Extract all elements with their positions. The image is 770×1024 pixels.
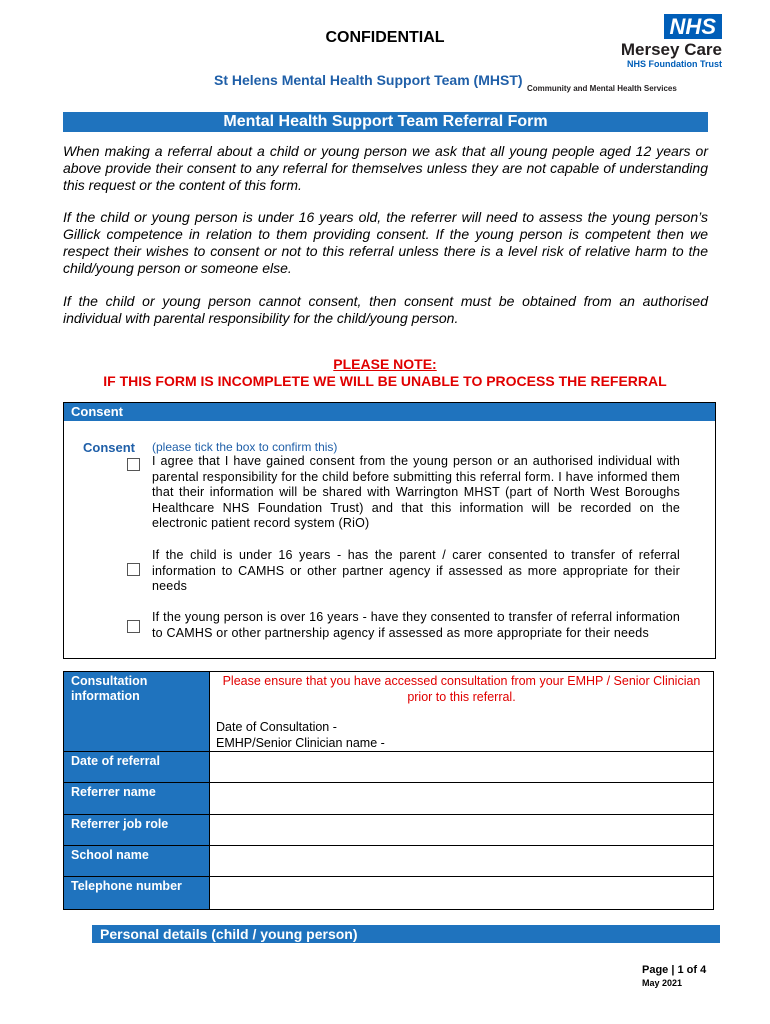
telephone-number-field[interactable] xyxy=(210,877,714,910)
services-subtitle: Community and Mental Health Services xyxy=(527,84,677,93)
table-row xyxy=(64,877,714,910)
trust-subtitle: NHS Foundation Trust xyxy=(627,59,722,69)
personal-details-header: Personal details (child / young person) xyxy=(92,925,720,943)
referrer-job-role-label: Referrer job role xyxy=(64,815,210,846)
consent-label: Consent xyxy=(83,440,135,455)
intro-paragraph: If the child or young person is under 16 years old, the referrer will need to assess the young person’s Gillick competence in relation to them providing consent. If the young person is competent then we respect their wishes to consent or not to this referral unless there is a level risk of relative harm to the child/young person or someone else. xyxy=(63,209,708,276)
date-of-referral-label: Date of referral xyxy=(64,752,210,783)
consultation-clinician-label: EMHP/Senior Clinician name - xyxy=(216,736,385,750)
intro-paragraph: When making a referral about a child or young person we ask that all young people aged 12 years or above provide their consent to any referral for themselves unless they are not capable of understanding this request or the content of this form. xyxy=(63,143,708,193)
consent-checkbox-referral[interactable] xyxy=(127,458,140,471)
form-title: Mental Health Support Team Referral Form xyxy=(63,112,708,132)
consultation-field[interactable] xyxy=(210,672,714,752)
table-row xyxy=(64,846,714,877)
table-row xyxy=(64,783,714,815)
table-row xyxy=(64,752,714,783)
referrer-name-field[interactable] xyxy=(210,783,714,815)
referrer-job-role-field[interactable] xyxy=(210,815,714,846)
team-name: St Helens Mental Health Support Team (MHST) xyxy=(214,72,523,88)
consent-hint: (please tick the box to confirm this) xyxy=(152,440,338,454)
table-row xyxy=(64,815,714,846)
school-name-label: School name xyxy=(64,846,210,877)
incomplete-warning: IF THIS FORM IS INCOMPLETE WE WILL BE UNABLE TO PROCESS THE REFERRAL xyxy=(103,373,667,389)
consent-statement: If the young person is over 16 years - have they consented to transfer of referral information to CAMHS or other partnership agency if assessed as more appropriate for their needs xyxy=(152,610,680,640)
please-note-heading: PLEASE NOTE: xyxy=(333,356,437,372)
trust-name: Mersey Care xyxy=(620,40,722,59)
page-number: Page | 1 of 4 xyxy=(642,964,707,976)
footer-date: May 2021 xyxy=(642,978,683,988)
consent-checkbox-under-16[interactable] xyxy=(127,563,140,576)
referrer-name-label: Referrer name xyxy=(64,783,210,815)
confidential-heading: CONFIDENTIAL xyxy=(325,29,445,46)
telephone-number-label: Telephone number xyxy=(64,877,210,910)
school-name-field[interactable] xyxy=(210,846,714,877)
date-of-referral-field[interactable] xyxy=(210,752,714,783)
consultation-date-label: Date of Consultation - xyxy=(216,720,337,734)
consent-statement: I agree that I have gained consent from the young person or an authorised individual with parental responsibility for the child before submitting this referral form. I have informed them that their information will be shared with Warrington MHST (part of North West Boroughs Healthcare NHS Foundation Trust) and that this information will be recorded on the electronic patient record system (RiO) xyxy=(152,454,680,530)
consent-statement: If the child is under 16 years - has the parent / carer consented to transfer of referral information to CAMHS or other partner agency if assessed as more appropriate for their needs xyxy=(152,548,680,593)
consent-checkbox-over-16[interactable] xyxy=(127,620,140,633)
intro-paragraph: If the child or young person cannot consent, then consent must be obtained from an authorised individual with parental responsibility for the child/young person. xyxy=(63,293,708,326)
referral-info-table xyxy=(63,671,714,910)
consultation-notice: Please ensure that you have accessed consultation from your EMHP / Senior Clinician prior to this referral. xyxy=(222,674,701,704)
nhs-logo xyxy=(610,14,722,70)
consultation-label: Consultation information xyxy=(64,672,210,752)
table-row xyxy=(64,672,714,752)
consent-section-header: Consent xyxy=(64,403,715,421)
nhs-logo-mark: NHS xyxy=(664,14,722,39)
